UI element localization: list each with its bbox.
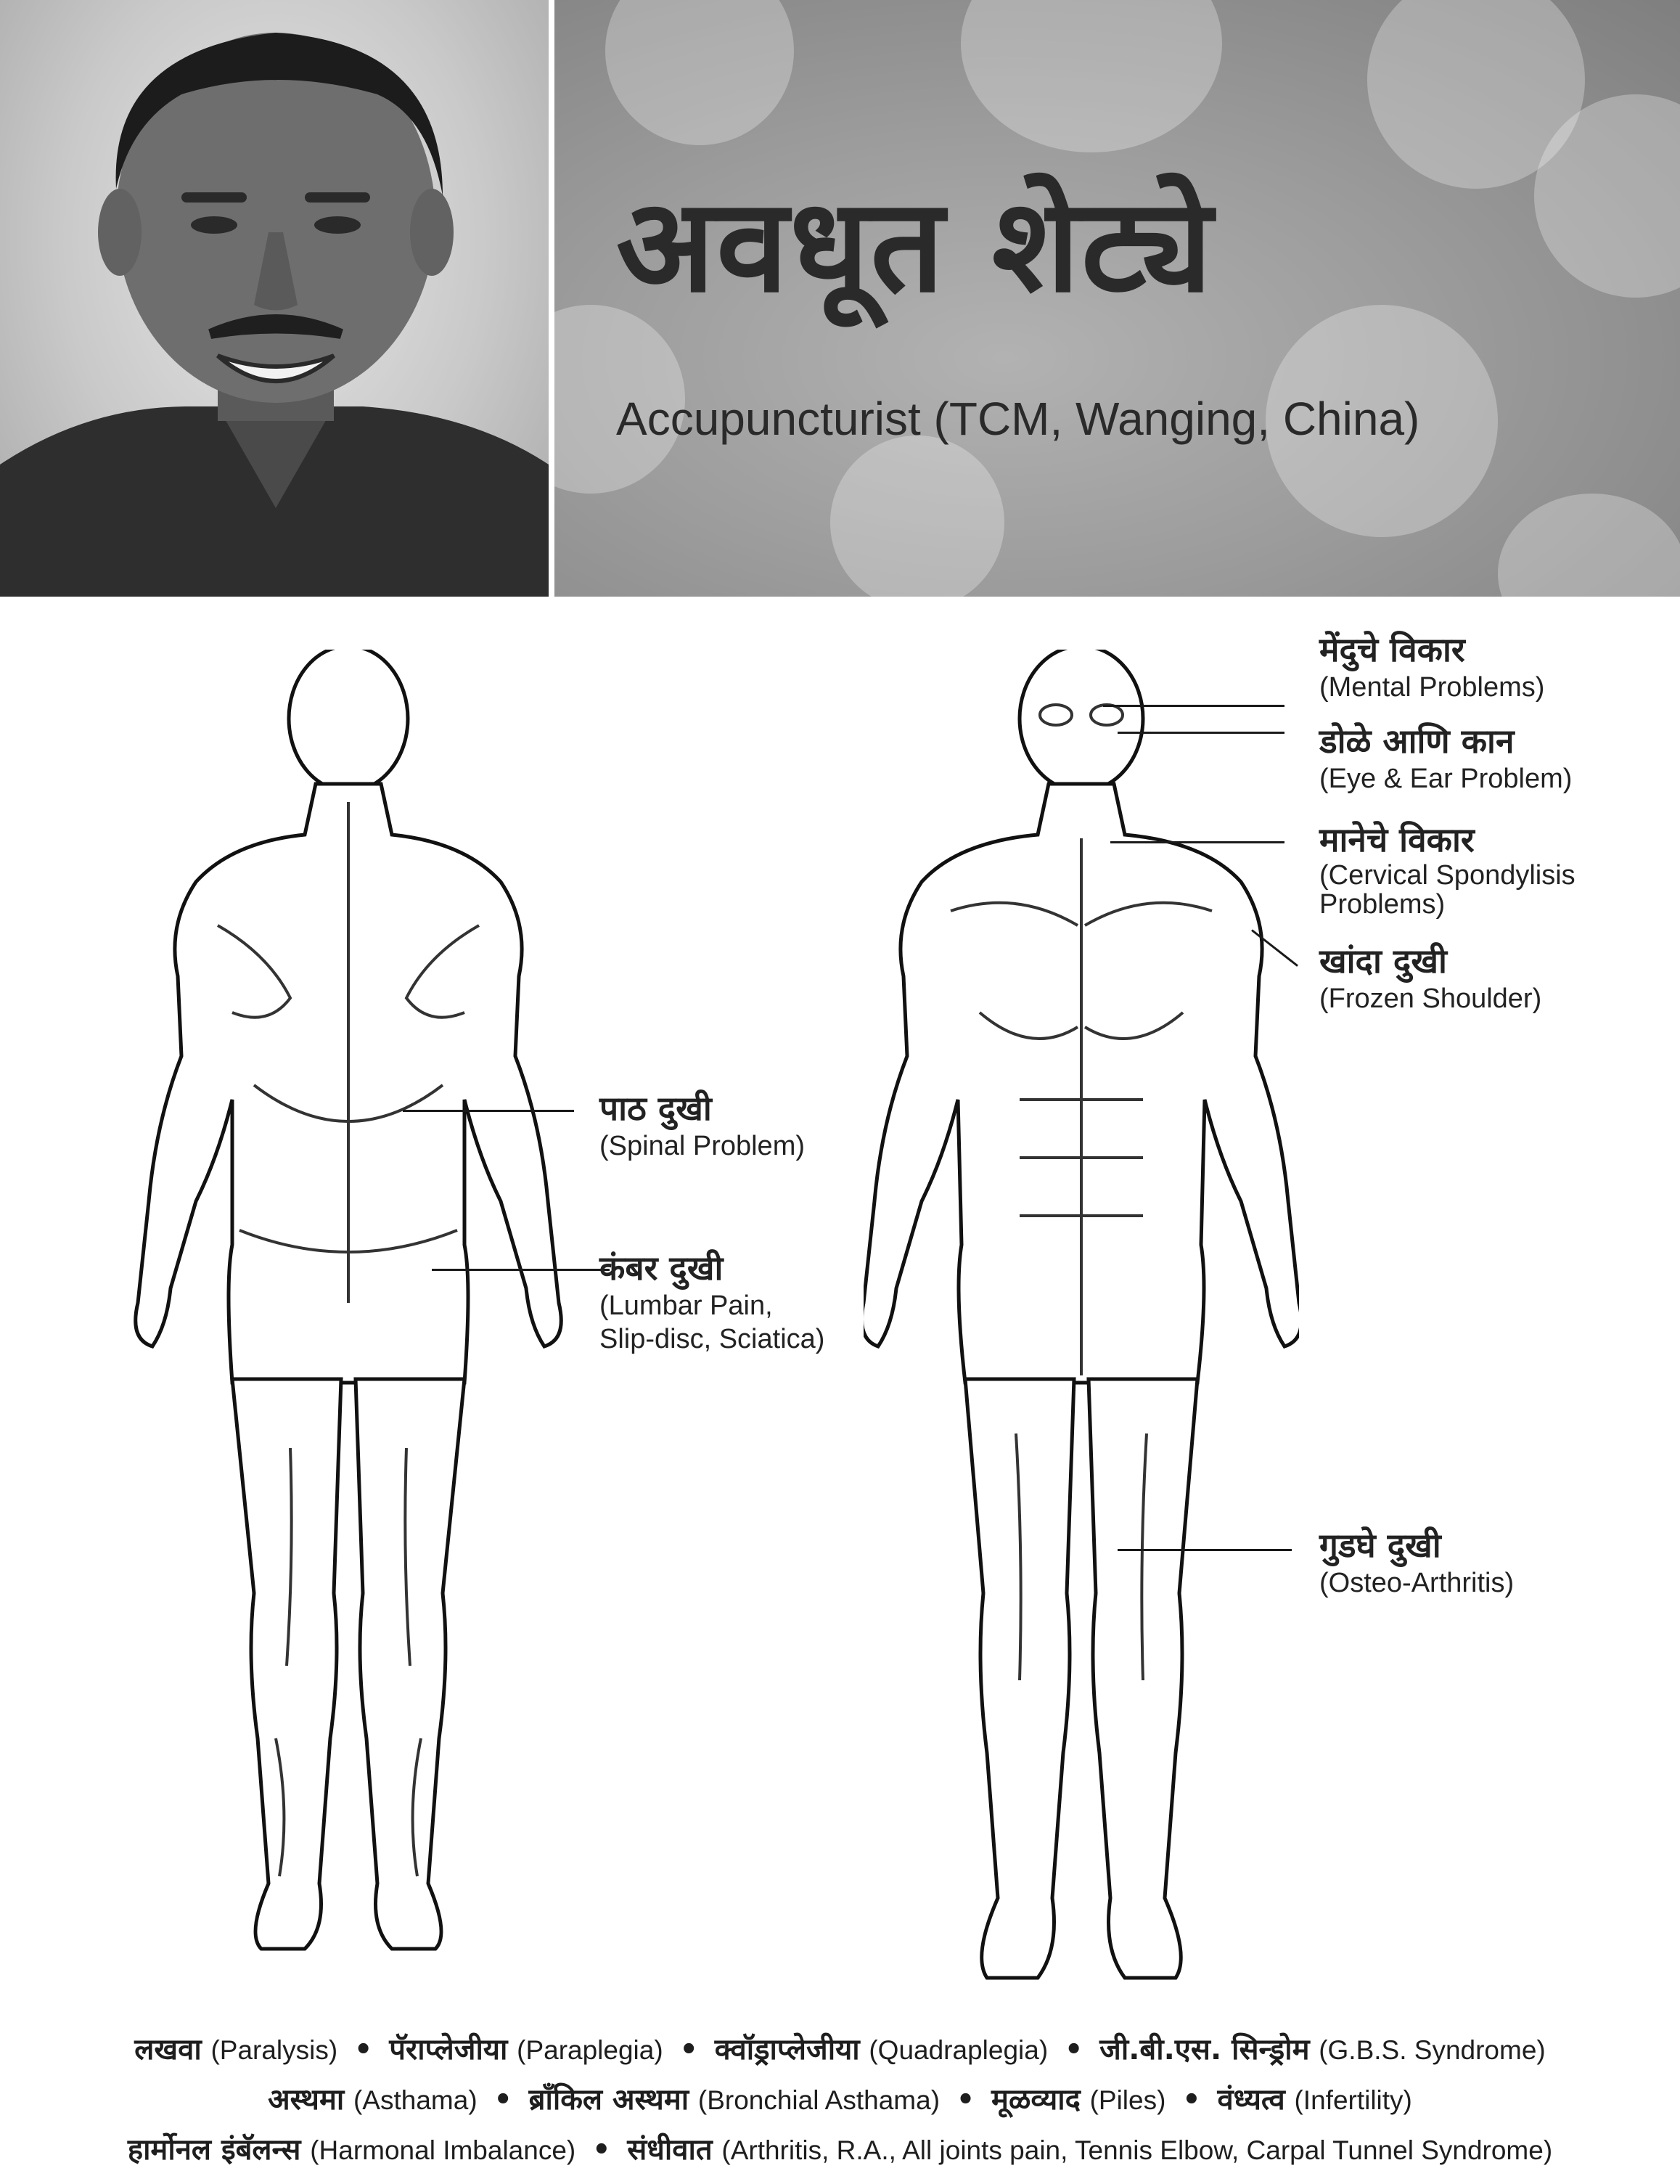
condition-english: (Paraplegia) [517, 2035, 663, 2065]
separator-bullet: • [353, 2033, 373, 2066]
leader-eye-ear [1118, 732, 1284, 734]
separator-bullet: • [493, 2083, 512, 2116]
condition-english: (G.B.S. Syndrome) [1319, 2035, 1546, 2065]
leader-knee [1118, 1549, 1292, 1551]
condition-marathi: जी.बी.एस. सिन्ड्रोम [1099, 2033, 1310, 2066]
condition-english: (Harmonal Imbalance) [310, 2135, 576, 2165]
label-lumbar-english-1: (Lumbar Pain, [599, 1291, 773, 1321]
label-eye-ear-problem [1319, 720, 1572, 796]
label-mental-problems [1319, 629, 1544, 704]
condition-marathi: संधीवात [627, 2133, 713, 2167]
label-eye-ear-marathi: डोळे आणि कान [1319, 721, 1515, 761]
label-spinal-problem [599, 1087, 805, 1163]
body-figure-back [123, 650, 573, 1978]
body-figure-front [864, 650, 1299, 2000]
condition-marathi: क्वॉड्राप्लेजीया [714, 2033, 860, 2066]
title-banner [554, 0, 1680, 597]
label-cervical-english-1: (Cervical Spondylisis [1319, 860, 1575, 891]
condition-marathi: लखवा [134, 2033, 202, 2066]
label-mental-english: (Mental Problems) [1319, 672, 1545, 703]
condition-english: (Infertility) [1294, 2085, 1412, 2115]
leader-lumbar [432, 1269, 610, 1271]
label-lumbar-marathi: कंबर दुखी [599, 1248, 724, 1288]
separator-bullet: • [679, 2033, 698, 2066]
condition-marathi: मूळव्याद [991, 2083, 1081, 2116]
leader-spinal [403, 1110, 574, 1112]
condition-english: (Arthritis, R.A., All joints pain, Tennis Elbow, Carpal Tunnel Syndrome) [721, 2135, 1553, 2165]
label-lumbar-pain [599, 1247, 824, 1356]
portrait-photo [0, 0, 552, 597]
separator-bullet: • [1064, 2033, 1083, 2066]
practitioner-name: अवधूत शेट्ये [616, 171, 1214, 321]
practitioner-subtitle: Accupuncturist (TCM, Wanging, China) [616, 393, 1420, 445]
portrait-illustration [0, 0, 549, 597]
condition-marathi: वंध्यत्व [1217, 2083, 1285, 2116]
condition-english: (Paralysis) [210, 2035, 338, 2065]
label-shoulder-marathi: खांदा दुखी [1319, 941, 1447, 981]
condition-marathi: हार्मोनल इंबॅलन्स [127, 2133, 301, 2167]
label-eye-ear-english: (Eye & Ear Problem) [1319, 764, 1573, 794]
label-osteo-arthritis [1319, 1524, 1514, 1600]
label-knee-english: (Osteo-Arthritis) [1319, 1568, 1515, 1598]
separator-bullet: • [1182, 2083, 1201, 2116]
separator-bullet: • [956, 2083, 975, 2116]
condition-marathi: अस्थमा [268, 2083, 345, 2116]
condition-english: (Bronchial Asthama) [697, 2085, 941, 2115]
condition-english: (Quadraplegia) [869, 2035, 1049, 2065]
leader-cervical [1110, 841, 1284, 843]
condition-marathi: पॅराप्लेजीया [389, 2033, 508, 2066]
leader-mental [1103, 705, 1284, 707]
label-spinal-marathi: पाठ दुखी [599, 1089, 712, 1128]
label-knee-marathi: गुडघे दुखी [1319, 1526, 1441, 1565]
label-cervical-marathi: मानेचे विकार [1319, 820, 1475, 859]
label-cervical-problems [1319, 819, 1575, 919]
separator-bullet: • [591, 2133, 611, 2167]
label-spinal-english: (Spinal Problem) [599, 1131, 805, 1161]
label-frozen-shoulder [1319, 940, 1541, 1015]
condition-english: (Piles) [1089, 2085, 1166, 2115]
condition-english: (Asthama) [353, 2085, 478, 2115]
conditions-line-1 [0, 2025, 1680, 2075]
conditions-list [0, 2025, 1680, 2175]
label-shoulder-english: (Frozen Shoulder) [1319, 983, 1542, 1014]
label-cervical-english-2: Problems) [1319, 889, 1446, 920]
label-lumbar-english-2: Slip-disc, Sciatica) [599, 1324, 825, 1354]
condition-marathi: ब्रॉंकिल अस्थमा [528, 2083, 689, 2116]
conditions-line-3 [0, 2125, 1680, 2175]
conditions-line-2 [0, 2075, 1680, 2125]
label-mental-marathi: मेंदुचे विकार [1319, 630, 1465, 669]
